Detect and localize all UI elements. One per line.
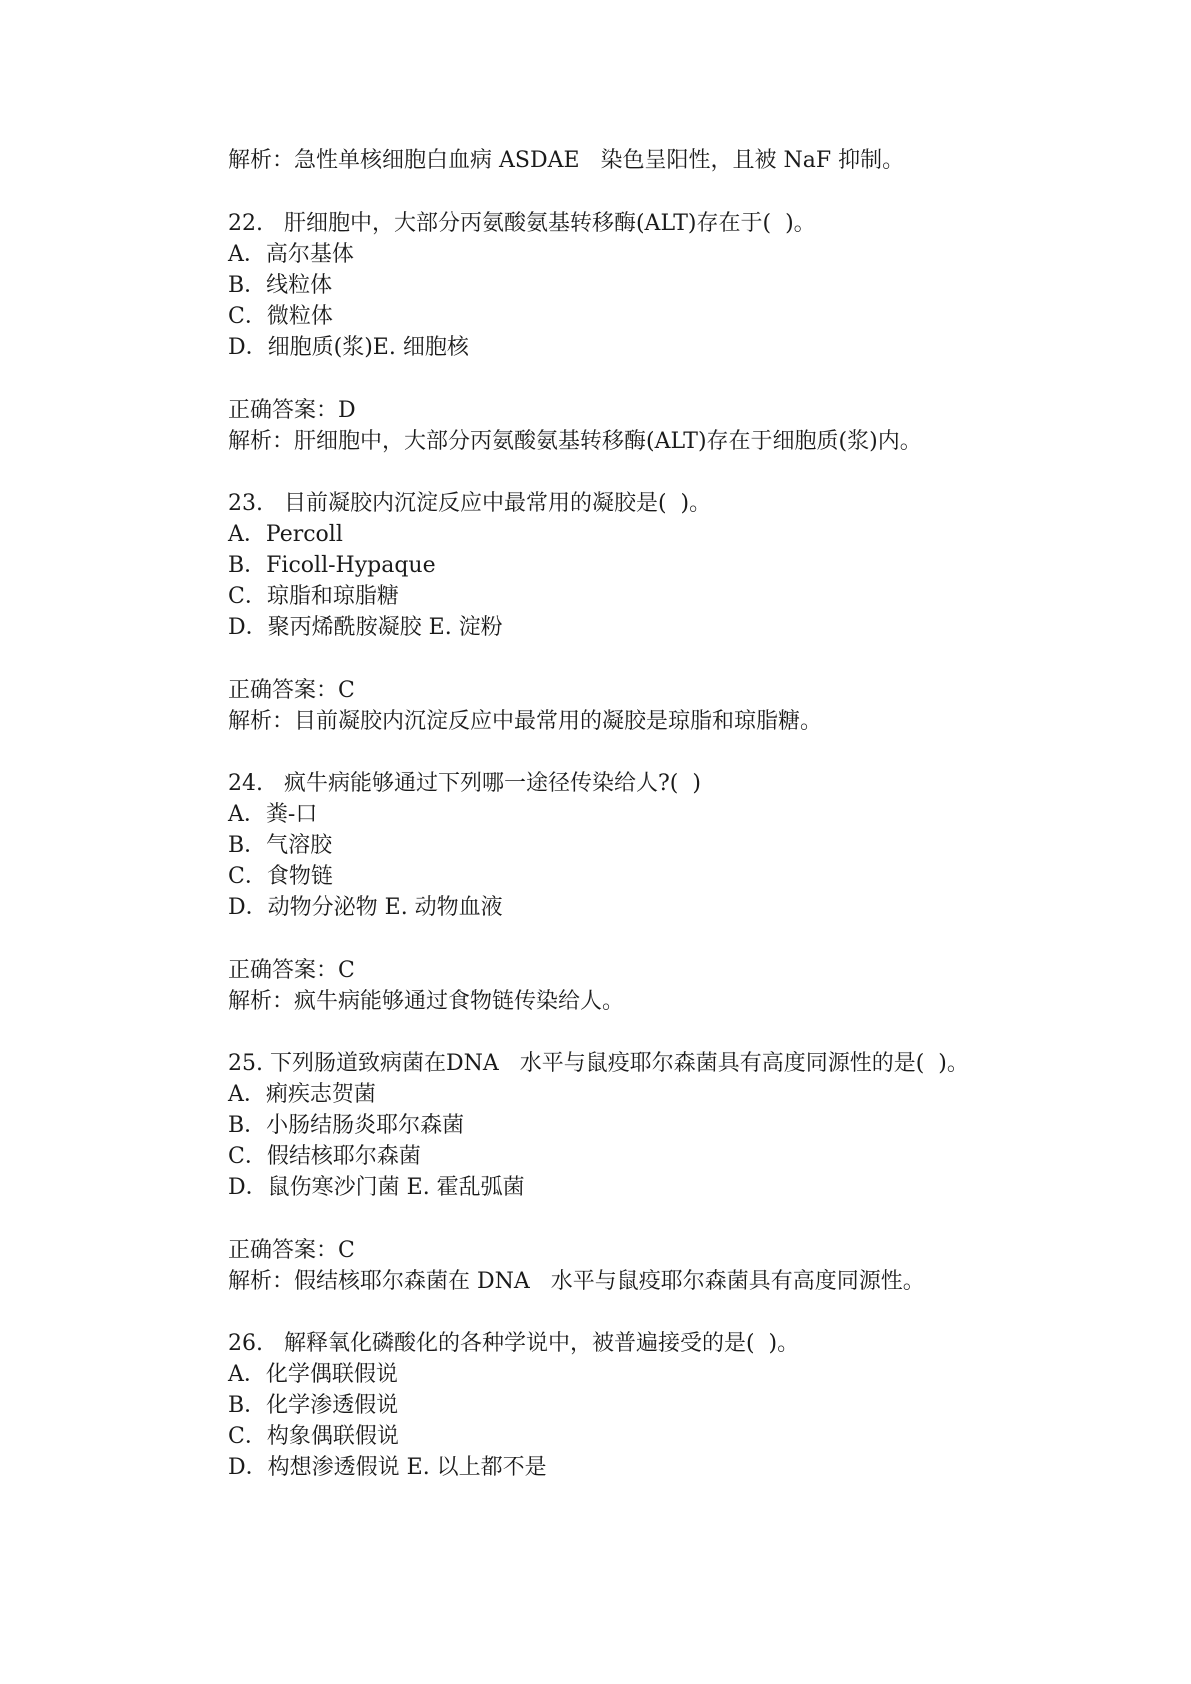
explanation-text: 解析：肝细胞中，大部分丙氨酸氨基转移酶(ALT)存在于细胞质(浆)内。 — [228, 429, 922, 454]
option-c: C．构象偶联假说 — [228, 1424, 399, 1449]
question-stem: 25. 下列肠道致病菌在DNA 水平与鼠疫耶尔森菌具有高度同源性的是( )。 — [228, 1051, 969, 1076]
explanation-text: 解析：目前凝胶内沉淀反应中最常用的凝胶是琼脂和琼脂糖。 — [228, 709, 823, 734]
option-b: B．小肠结肠炎耶尔森菌 — [228, 1113, 465, 1138]
explanation-text: 解析：急性单核细胞白血病 ASDAE 染色呈阳性，且被 NaF 抑制。 — [228, 148, 905, 173]
option-c: C．食物链 — [228, 864, 333, 889]
question-stem: 26. 解释氧化磷酸化的各种学说中，被普遍接受的是( )。 — [228, 1331, 800, 1356]
option-a: A．高尔基体 — [228, 242, 354, 267]
correct-answer: 正确答案：C — [228, 1238, 355, 1263]
option-c: C．微粒体 — [228, 304, 333, 329]
question-stem: 24. 疯牛病能够通过下列哪一途径传染给人?( ) — [228, 771, 701, 796]
explanation-text: 解析：假结核耶尔森菌在 DNA 水平与鼠疫耶尔森菌具有高度同源性。 — [228, 1269, 925, 1294]
option-d-e: D．鼠伤寒沙门菌 E. 霍乱弧菌 — [228, 1175, 525, 1200]
option-c: C．假结核耶尔森菌 — [228, 1144, 421, 1169]
option-a: A．痢疾志贺菌 — [228, 1082, 376, 1107]
explanation-text: 解析：疯牛病能够通过食物链传染给人。 — [228, 989, 625, 1014]
correct-answer: 正确答案：D — [228, 398, 356, 423]
correct-answer: 正确答案：C — [228, 958, 355, 983]
option-c: C．琼脂和琼脂糖 — [228, 584, 399, 609]
question-stem: 22. 肝细胞中，大部分丙氨酸氨基转移酶(ALT)存在于( )。 — [228, 211, 816, 236]
option-d-e: D．动物分泌物 E. 动物血液 — [228, 895, 503, 920]
option-d-e: D．构想渗透假说 E. 以上都不是 — [228, 1455, 547, 1480]
option-d-e: D．聚丙烯酰胺凝胶 E. 淀粉 — [228, 615, 503, 640]
option-a: A．粪-口 — [228, 802, 318, 827]
option-a: A．化学偶联假说 — [228, 1362, 398, 1387]
option-b: B．线粒体 — [228, 273, 333, 298]
option-d-e: D．细胞质(浆)E. 细胞核 — [228, 335, 469, 360]
option-a: A．Percoll — [228, 522, 343, 547]
option-b: B．化学渗透假说 — [228, 1393, 399, 1418]
question-stem: 23. 目前凝胶内沉淀反应中最常用的凝胶是( )。 — [228, 491, 712, 516]
correct-answer: 正确答案：C — [228, 678, 355, 703]
option-b: B．Ficoll-Hypaque — [228, 553, 436, 578]
option-b: B．气溶胶 — [228, 833, 333, 858]
